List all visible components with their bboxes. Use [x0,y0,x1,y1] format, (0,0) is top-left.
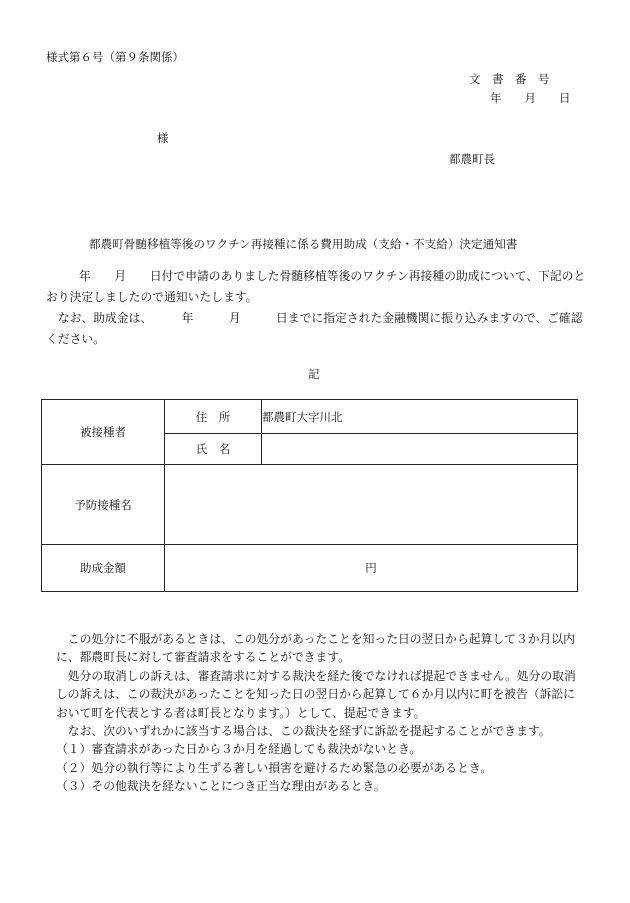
intro-paragraph: 年 月 日付で申請のありました骨髄移植等後のワクチン再接種の助成について、下記のとおり決定しましたので通知いたします。 [46,269,586,304]
vaccine-value [165,465,578,545]
appeal-item: （３）その他裁決を経ないことにつき正当な理由があるとき。 [56,779,386,794]
intro-paragraph: なお、助成金は、 年 月 日までに指定された金融機関に振り込みますので、ご確認ください。 [46,311,583,346]
issue-date-line: 年 月 日 [490,91,571,105]
form-number: 様式第６号（第９条関係） [46,50,184,64]
amount-unit: 円 [165,545,578,592]
issuer-name: 都農町長 [449,152,495,166]
appeal-notice [56,630,586,796]
address-label: 住 所 [165,400,262,434]
amount-label: 助成金額 [42,545,165,592]
vaccinee-label: 被接種者 [42,400,165,465]
record-mark: 記 [308,367,320,381]
appeal-paragraph: 処分の取消しの訴えは、審査請求に対する裁決を経た後でなければ提起できません。処分の取消しの訴えは、この裁決があったことを知った日の翌日から起算して６か月以内に町を被告（訴訟において町を代表とする者は町長となります。）として、提起できます。 [56,668,576,720]
intro-text [46,266,586,350]
address-value: 都農町大字川北 [262,400,578,434]
appeal-item: （２）処分の執行等により生ずる著しい損害を避けるため緊急の必要があるとき。 [56,760,493,775]
vaccine-label: 予防接種名 [42,465,165,545]
name-label: 氏 名 [165,434,262,465]
addressee-suffix: 様 [157,131,169,145]
appeal-paragraph: なお、次のいずれかに該当する場合は、この裁決を経ずに訴訟を提起することができます。 [67,724,551,739]
name-value [262,434,578,465]
document-number-label: 文 書 番 号 [469,72,550,86]
appeal-item: （１）審査請求があった日から３か月を経過しても裁決がないとき。 [56,742,422,757]
appeal-paragraph: この処分に不服があるときは、この処分があったことを知った日の翌日から起算して３か月以内に、都農町長に対して審査請求をすることができます。 [56,632,575,665]
document-title: 都農町骨髄移植等後のワクチン再接種に係る費用助成（支給・不支給）決定通知書 [89,237,518,251]
details-table [41,399,578,592]
